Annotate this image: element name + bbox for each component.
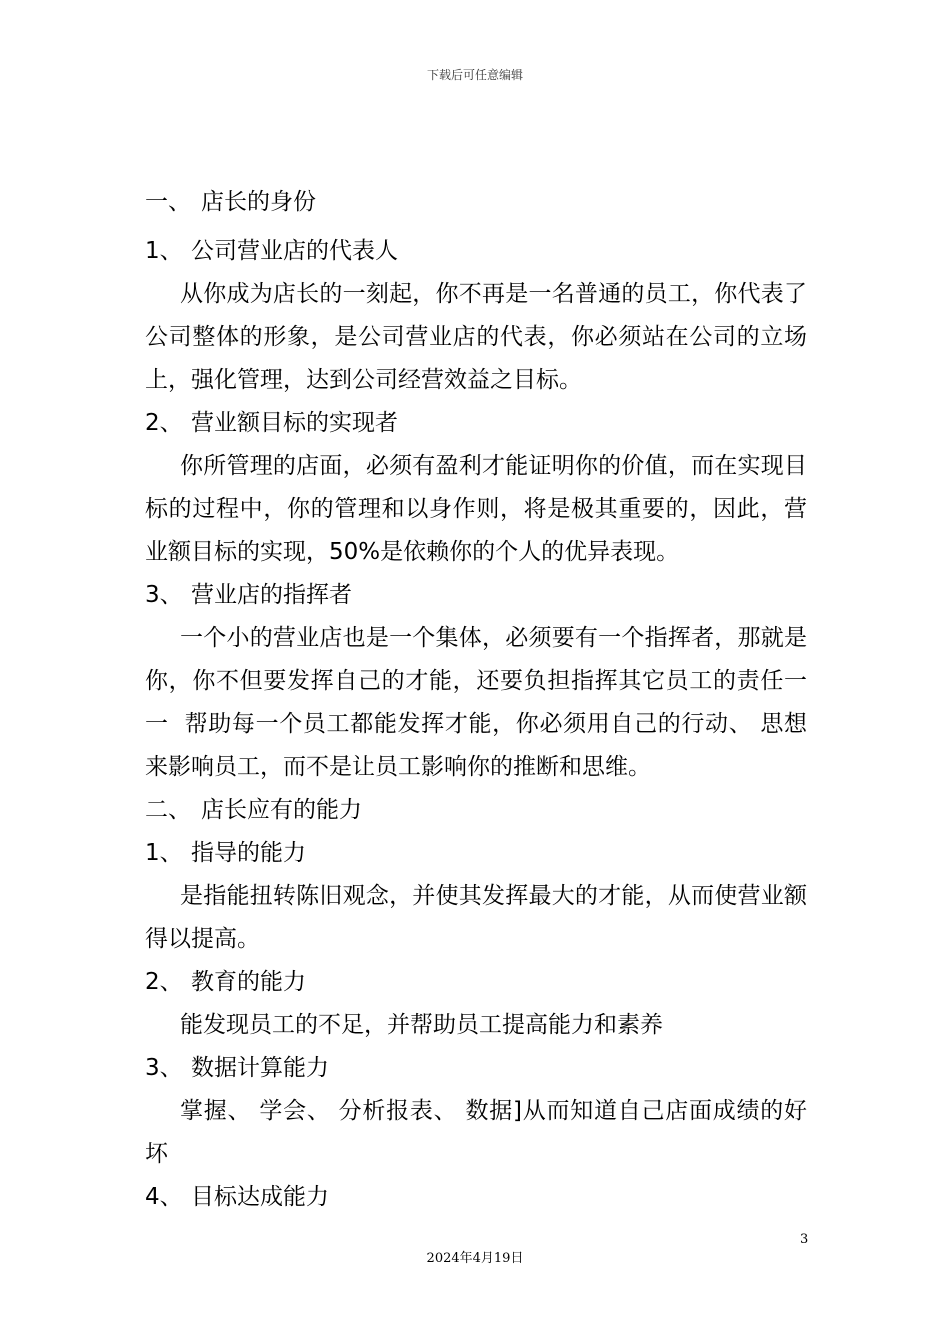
paragraph-line: 你，你不但要发挥自己的才能，还要负担指挥其它员工的责任一 — [145, 668, 807, 694]
page-header: 下载后可任意编辑 — [426, 68, 523, 82]
paragraph-line: 来影响员工，而不是让员工影响你的推断和思维。 — [145, 754, 651, 780]
paragraph-line: 公司整体的形象，是公司营业店的代表，你必须站在公司的立场 — [145, 324, 807, 350]
page-footer-date: 2024年4月19日 — [426, 1251, 524, 1266]
page-number: 3 — [800, 1232, 809, 1247]
paragraph-line: 是指能扭转陈旧观念，并使其发挥最大的才能，从而使营业额 — [180, 883, 807, 909]
paragraph-line: 从你成为店长的一刻起，你不再是一名普通的员工，你代表了 — [180, 281, 807, 307]
subsection-heading: 4、 目标达成能力 — [145, 1184, 329, 1210]
subsection-heading: 1、 公司营业店的代表人 — [145, 238, 398, 264]
subsection-heading: 3、 数据计算能力 — [145, 1055, 329, 1081]
paragraph-line: 坏 — [145, 1141, 168, 1167]
subsection-heading: 3、 营业店的指挥者 — [145, 582, 352, 608]
paragraph-line: 你所管理的店面，必须有盈利才能证明你的价值，而在实现目 — [180, 453, 807, 479]
paragraph-line: 上，强化管理，达到公司经营效益之目标。 — [145, 367, 582, 393]
section-heading: 一、 店长的身份 — [145, 189, 316, 215]
paragraph-line: 一个小的营业店也是一个集体，必须要有一个指挥者，那就是 — [180, 625, 807, 651]
paragraph-line: 掌握、 学会、 分析报表、 数据]从而知道自己店面成绩的好 — [180, 1098, 807, 1124]
paragraph-line: 能发现员工的不足，并帮助员工提高能力和素养 — [180, 1012, 663, 1038]
section-heading: 二、 店长应有的能力 — [145, 797, 362, 823]
subsection-heading: 1、 指导的能力 — [145, 840, 306, 866]
subsection-heading: 2、 教育的能力 — [145, 969, 306, 995]
paragraph-line: 业额目标的实现，50%是依赖你的个人的优异表现。 — [145, 539, 680, 565]
subsection-heading: 2、 营业额目标的实现者 — [145, 410, 398, 436]
paragraph-line: 一 帮助每一个员工都能发挥才能，你必须用自己的行动、 思想 — [145, 711, 807, 737]
paragraph-line: 标的过程中，你的管理和以身作则，将是极其重要的，因此，营 — [145, 496, 807, 522]
document-body — [145, 184, 807, 1222]
paragraph-line: 得以提高。 — [145, 926, 260, 952]
